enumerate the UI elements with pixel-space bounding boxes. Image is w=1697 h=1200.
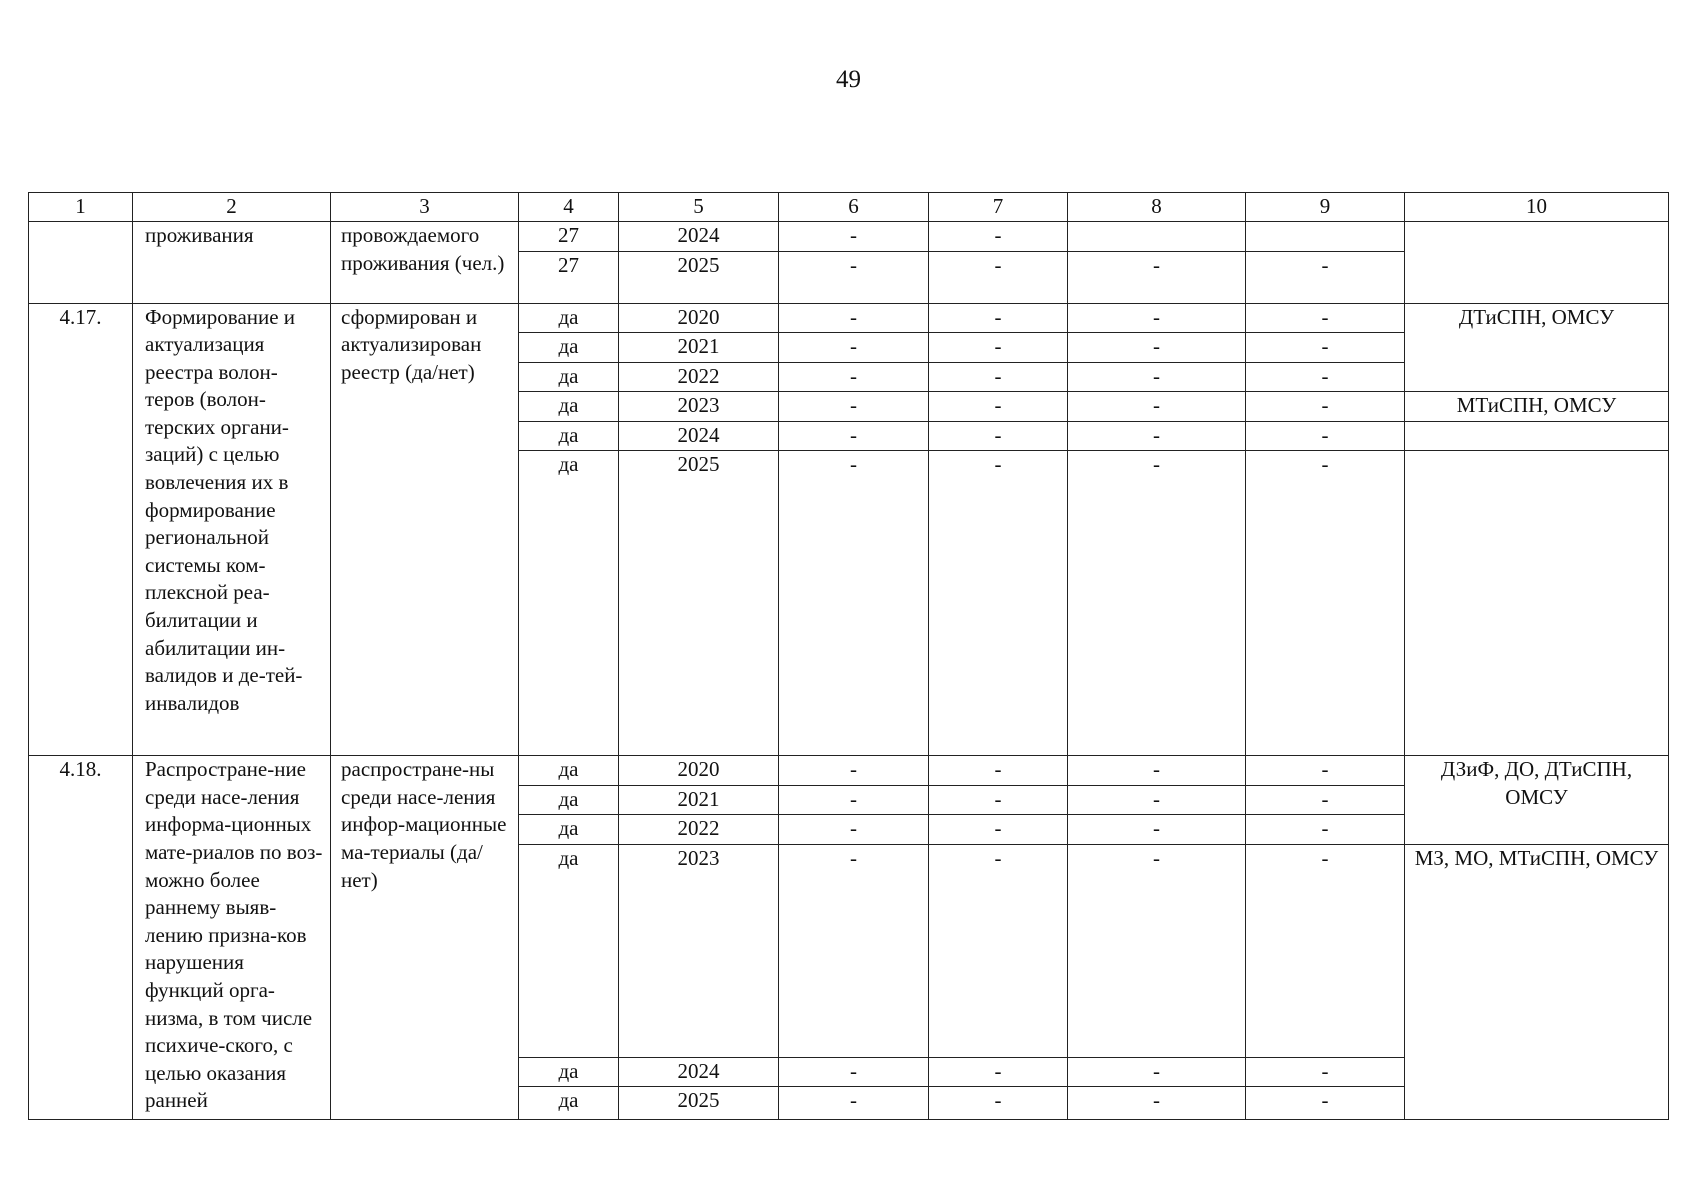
col7-value: - — [929, 844, 1068, 1057]
col7-value: - — [929, 756, 1068, 786]
col7-value: - — [929, 333, 1068, 363]
item-number: 4.17. — [29, 303, 133, 756]
col6-value: - — [779, 844, 929, 1057]
plan-value: да — [519, 815, 619, 845]
item-indicator: распростране-ны среди насе-ления инфор-мационные ма-териалы (да/нет) — [331, 756, 519, 1120]
year: 2024 — [619, 421, 779, 451]
col8-value — [1068, 222, 1246, 252]
year: 2021 — [619, 785, 779, 815]
col8-value: - — [1068, 1057, 1246, 1087]
col7-value: - — [929, 303, 1068, 333]
col8-value: - — [1068, 421, 1246, 451]
measures-table — [28, 192, 1669, 1120]
col6-value: - — [779, 421, 929, 451]
responsible-executors: МТиСПН, ОМСУ — [1405, 392, 1669, 422]
col6-value: - — [779, 815, 929, 845]
col8-value: - — [1068, 815, 1246, 845]
header-col-10: 10 — [1405, 193, 1669, 222]
col9-value: - — [1246, 756, 1405, 786]
col6-value: - — [779, 362, 929, 392]
col9-value: - — [1246, 451, 1405, 756]
plan-value: да — [519, 1087, 619, 1120]
header-col-6: 6 — [779, 193, 929, 222]
continuation-indicator: провождаемого проживания (чел.) — [331, 222, 519, 304]
col8-value: - — [1068, 451, 1246, 756]
col7-value: - — [929, 451, 1068, 756]
col6-value: - — [779, 251, 929, 303]
col9-value: - — [1246, 844, 1405, 1057]
col7-value: - — [929, 1087, 1068, 1120]
col7-value: - — [929, 785, 1068, 815]
year: 2025 — [619, 1087, 779, 1120]
continuation-num-cell — [29, 222, 133, 304]
table-row — [29, 756, 1669, 786]
col6-value: - — [779, 1087, 929, 1120]
col8-value: - — [1068, 1087, 1246, 1120]
empty-cell — [1405, 451, 1669, 756]
plan-value: да — [519, 303, 619, 333]
col9-value: - — [1246, 303, 1405, 333]
plan-value: да — [519, 451, 619, 756]
col6-value: - — [779, 1057, 929, 1087]
year: 2023 — [619, 844, 779, 1057]
col6-value: - — [779, 392, 929, 422]
col8-value: - — [1068, 756, 1246, 786]
year: 2022 — [619, 362, 779, 392]
header-col-3: 3 — [331, 193, 519, 222]
page-number: 49 — [836, 66, 861, 93]
plan-value: да — [519, 1057, 619, 1087]
table-row — [29, 222, 1669, 252]
year: 2023 — [619, 392, 779, 422]
item-name: Формирование и актуализация реестра волон-теров (волон-терских органи-заций) с целью вовлечения их в формирование региональной системы ком-плексной реа-билитации и абилитации ин-валидов и де-тей-инвалидов — [133, 303, 331, 756]
col9-value: - — [1246, 251, 1405, 303]
plan-value: 27 — [519, 251, 619, 303]
header-col-2: 2 — [133, 193, 331, 222]
plan-value: да — [519, 421, 619, 451]
col6-value: - — [779, 785, 929, 815]
plan-value: да — [519, 785, 619, 815]
continuation-responsible — [1405, 222, 1669, 304]
year: 2022 — [619, 815, 779, 845]
year: 2024 — [619, 222, 779, 252]
year: 2025 — [619, 251, 779, 303]
col8-value: - — [1068, 362, 1246, 392]
item-name: Распростране-ние среди насе-ления информа-ционных мате-риалов по воз-можно более раннему выяв-лению призна-ков нарушения функций орга-низма, в том числе психиче-ского, с целью оказания ранней — [133, 756, 331, 1120]
col8-value: - — [1068, 785, 1246, 815]
col9-value: - — [1246, 1057, 1405, 1087]
col9-value: - — [1246, 421, 1405, 451]
col9-value: - — [1246, 333, 1405, 363]
table-row — [29, 303, 1669, 333]
plan-value: да — [519, 756, 619, 786]
responsible-executors: МЗ, МО, МТиСПН, ОМСУ — [1405, 844, 1669, 1119]
col9-value: - — [1246, 362, 1405, 392]
col6-value: - — [779, 333, 929, 363]
col7-value: - — [929, 421, 1068, 451]
col9-value: - — [1246, 785, 1405, 815]
col9-value — [1246, 222, 1405, 252]
col7-value: - — [929, 1057, 1068, 1087]
col9-value: - — [1246, 815, 1405, 845]
col6-value: - — [779, 451, 929, 756]
header-col-9: 9 — [1246, 193, 1405, 222]
empty-cell — [1405, 421, 1669, 451]
plan-value: 27 — [519, 222, 619, 252]
col6-value: - — [779, 222, 929, 252]
year: 2024 — [619, 1057, 779, 1087]
col8-value: - — [1068, 251, 1246, 303]
col8-value: - — [1068, 303, 1246, 333]
header-col-5: 5 — [619, 193, 779, 222]
header-row — [29, 193, 1669, 222]
year: 2020 — [619, 303, 779, 333]
col8-value: - — [1068, 844, 1246, 1057]
header-col-4: 4 — [519, 193, 619, 222]
col7-value: - — [929, 222, 1068, 252]
col9-value: - — [1246, 1087, 1405, 1120]
col6-value: - — [779, 303, 929, 333]
plan-value: да — [519, 362, 619, 392]
responsible-executors: ДТиСПН, ОМСУ — [1405, 303, 1669, 392]
year: 2021 — [619, 333, 779, 363]
col8-value: - — [1068, 333, 1246, 363]
header-col-1: 1 — [29, 193, 133, 222]
col6-value: - — [779, 756, 929, 786]
col7-value: - — [929, 392, 1068, 422]
plan-value: да — [519, 844, 619, 1057]
header-col-7: 7 — [929, 193, 1068, 222]
col8-value: - — [1068, 392, 1246, 422]
year: 2025 — [619, 451, 779, 756]
col7-value: - — [929, 251, 1068, 303]
year: 2020 — [619, 756, 779, 786]
responsible-executors: ДЗиФ, ДО, ДТиСПН, ОМСУ — [1405, 756, 1669, 845]
item-number: 4.18. — [29, 756, 133, 1120]
plan-value: да — [519, 333, 619, 363]
header-col-8: 8 — [1068, 193, 1246, 222]
table-header — [29, 193, 1669, 222]
col9-value: - — [1246, 392, 1405, 422]
item-indicator: сформирован и актуализирован реестр (да/нет) — [331, 303, 519, 756]
plan-value: да — [519, 392, 619, 422]
continuation-name: проживания — [133, 222, 331, 304]
col7-value: - — [929, 362, 1068, 392]
col7-value: - — [929, 815, 1068, 845]
